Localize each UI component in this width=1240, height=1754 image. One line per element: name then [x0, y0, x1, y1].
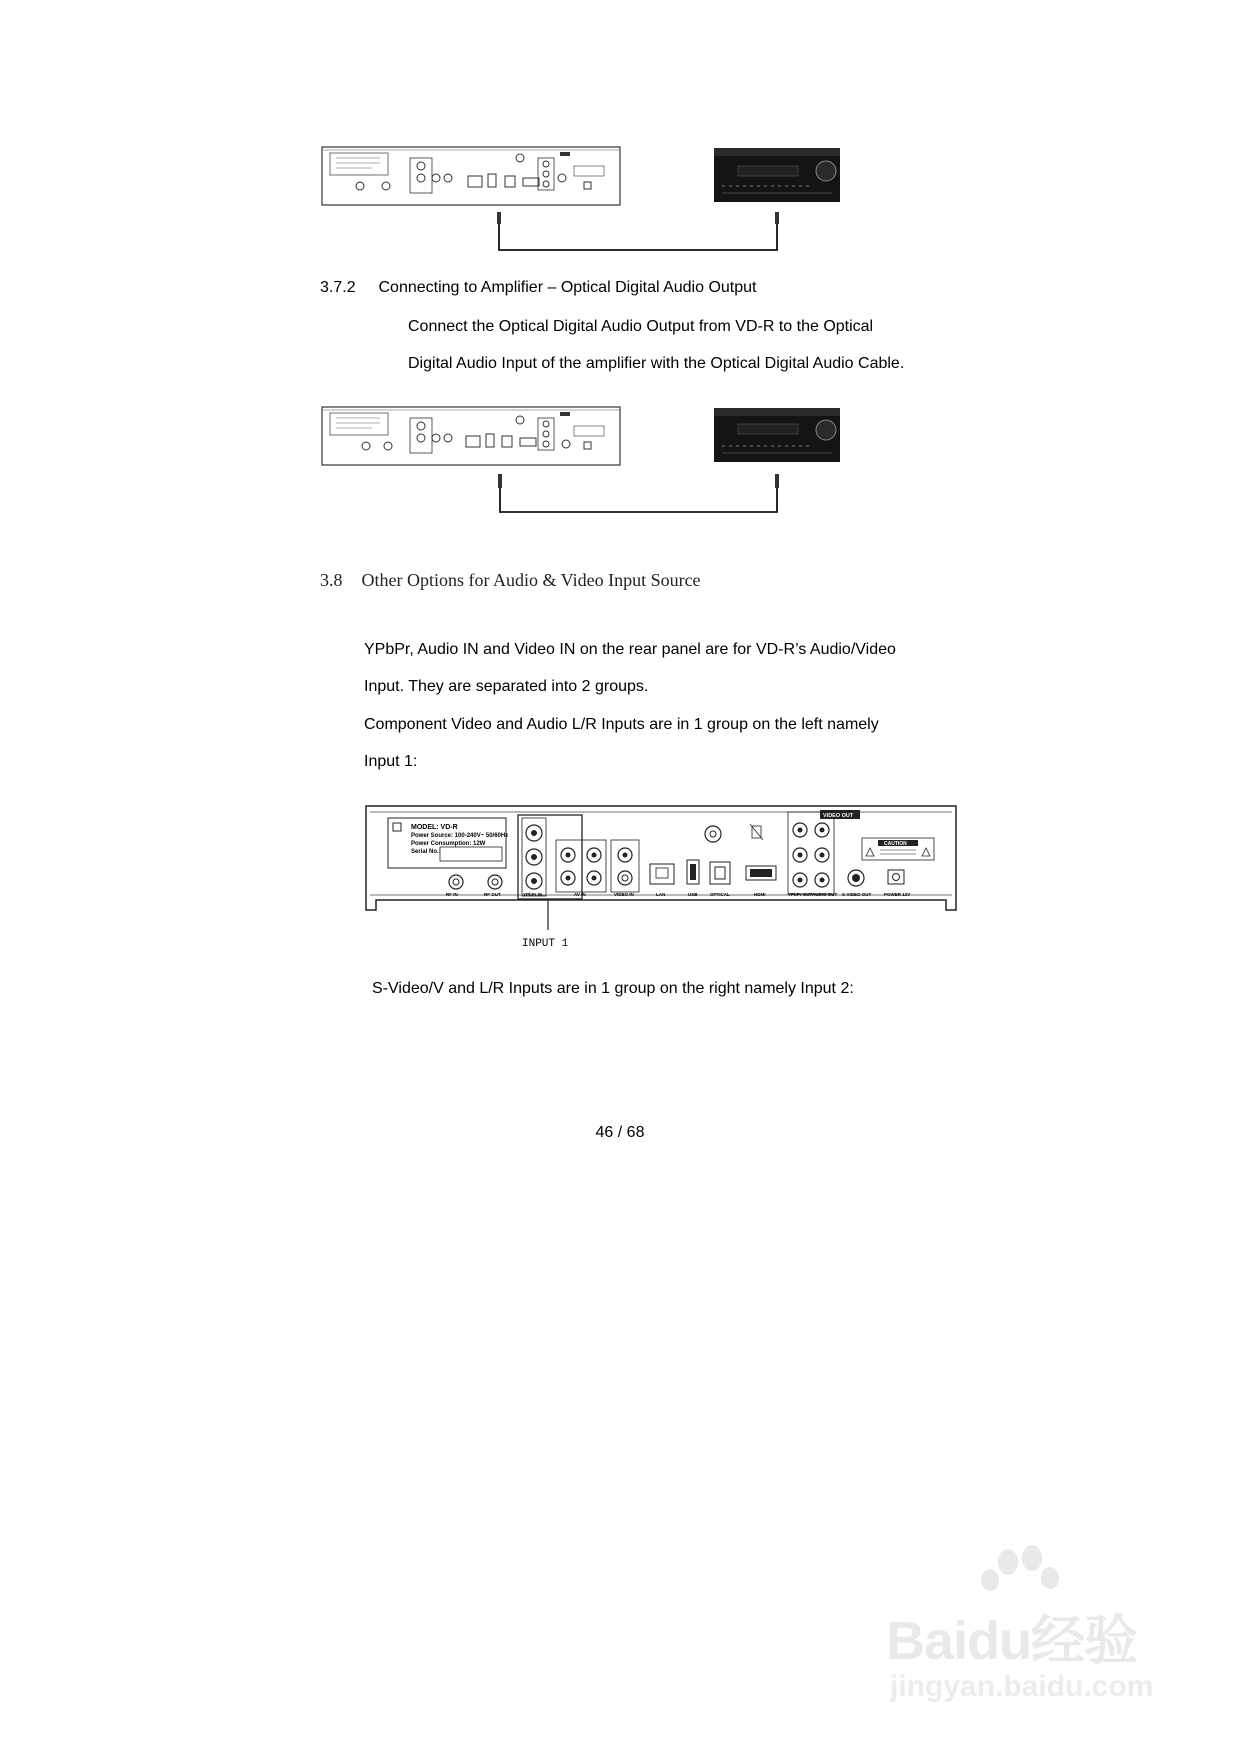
port-label-ypbpr-out: YPbPr OUT [788, 892, 813, 897]
watermark-url: jingyan.baidu.com [890, 1670, 1154, 1703]
baidu-watermark [870, 1540, 1190, 1720]
panel-power-source: Power Source: 100-240V~ 50/60Hz [411, 833, 509, 839]
panel-serial: Serial No.: [411, 849, 441, 855]
watermark-brand: Baidu经验 [886, 1611, 1138, 1671]
section-372-number: 3.7.2 [320, 279, 356, 296]
port-label-optical: OPTICAL [710, 892, 730, 897]
section-38-para3: S-Video/V and L/R Inputs are in 1 group on the right namely Input 2: [372, 980, 854, 997]
input1-callout-label: INPUT 1 [522, 938, 569, 950]
port-label-rf-out: RF OUT [484, 892, 501, 897]
panel-model: MODEL: VD-R [411, 824, 458, 831]
port-label-power: POWER 12V [884, 892, 911, 897]
port-label-av-in: AV IN [574, 892, 586, 897]
section-38-para2-line2: Input 1: [364, 753, 418, 770]
port-label-video-in: VIDEO IN [614, 892, 634, 897]
port-label-s-video-out: S-VIDEO OUT [842, 892, 872, 897]
section-38-number: 3.8 [320, 570, 343, 590]
section-38-para2-line1: Component Video and Audio L/R Inputs are in 1 group on the left namely [364, 716, 879, 733]
port-label-audio-out: AUDIO OUT [812, 892, 838, 897]
input1-callout [522, 900, 569, 950]
panel-video-out-tag: VIDEO OUT [823, 813, 854, 819]
section-372-title: Connecting to Amplifier – Optical Digital Audio Output [378, 279, 757, 296]
panel-power-consumption: Power Consumption: 12W [411, 841, 486, 847]
section-372-body-line2: Digital Audio Input of the amplifier with the Optical Digital Audio Cable. [408, 355, 905, 372]
port-label-usb: USB [688, 892, 698, 897]
rear-panel-large [366, 806, 956, 910]
port-label-hdmi: HDMI [754, 892, 766, 897]
panel-caution-label: CAUTION [884, 841, 907, 847]
port-label-ypbpr-in: YPbPr IN [523, 892, 543, 897]
section-38-para1-line2: Input. They are separated into 2 groups. [364, 678, 649, 695]
section-38-title: Other Options for Audio & Video Input Source [361, 570, 701, 590]
port-label-rf-in: RF IN [446, 892, 458, 897]
section-372-body-line1: Connect the Optical Digital Audio Output from VD-R to the Optical [408, 318, 874, 335]
page-number: 46 / 68 [595, 1124, 645, 1141]
port-label-lan: LAN [656, 892, 666, 897]
section-38-para1-line1: YPbPr, Audio IN and Video IN on the rear panel are for VD-R’s Audio/Video [364, 641, 896, 658]
